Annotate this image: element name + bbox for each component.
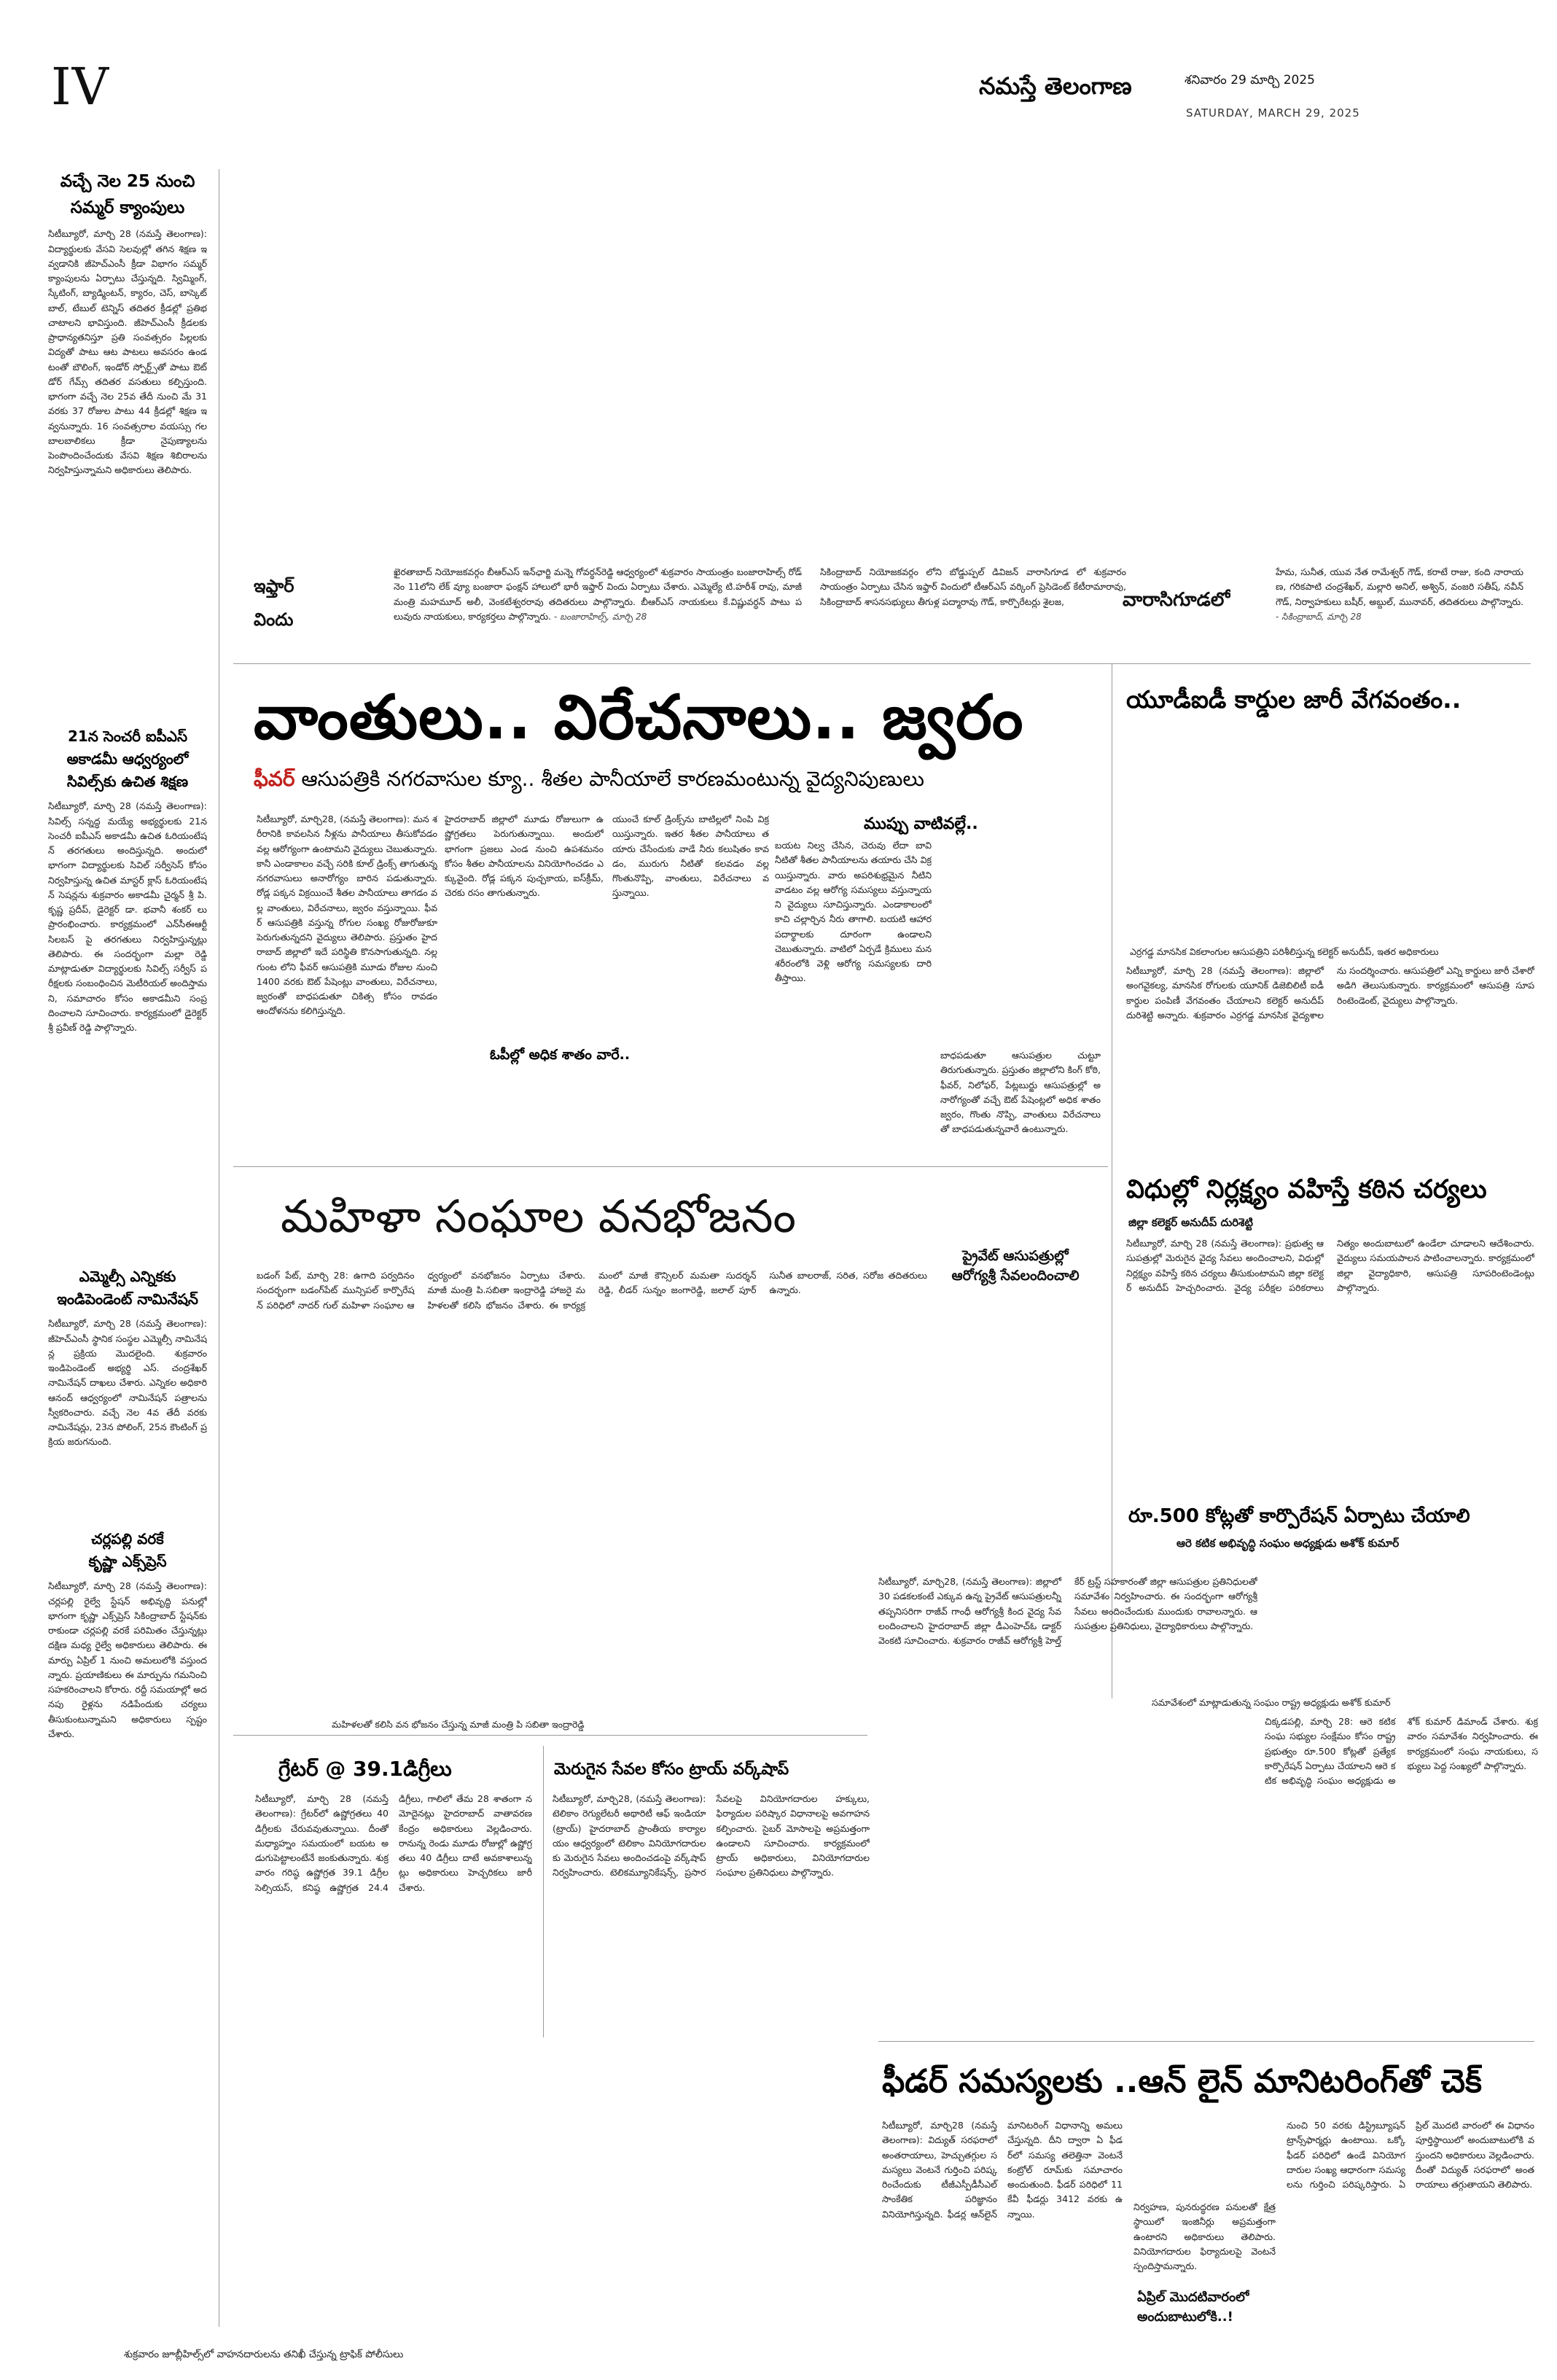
page-number: IV [51, 57, 110, 117]
photo-caption: శుక్రవారం జూబ్లీహిల్స్‌లో వాహనదారులను తనిఖీ చేస్తున్న ట్రాఫిక్ పోలీసులు [124, 2349, 404, 2360]
story-heading: కృష్ణా ఎక్స్‌ప్రెస్ [88, 1553, 167, 1571]
iftar-story-body [1276, 565, 1523, 651]
heading-line: ప్రైవేట్ ఆసుపత్రుల్లో [962, 1248, 1069, 1264]
iftar-location-label: వారాసిగూడలో [1123, 589, 1230, 611]
udid-headline: యూడీఐడీ కార్డుల జారీ వేగవంతం.. [1126, 685, 1462, 714]
masthead: నమస్తే తెలంగాణ [979, 72, 1132, 100]
workshop-story-body: సిటీబ్యూరో, మార్చి28, (నమస్తే తెలంగాణ): టెలికాం రెగ్యులేటరీ అథారిటీ ఆఫ్ ఇండియా (ట్రాయ్) హైదరాబాద్ ప్రాంతీయ కార్యాలయం ఆధ్వర్యంలో టెలికాం వినియోగదారులకు మెరుగైన సేవలు అందించడంపై వర్క్‌షాప్ నిర్వహించారు. టెలికమ్యూనికేషన్స్, ప్రసార సేవలపై వినియోగదారుల హక్కులు, ఫిర్యాదుల పరిష్కార విధానాలపై అవగాహన కల్పించారు. సైబర్ మోసాలపై అప్రమత్తంగా ఉండాలని సూచించారు. కార్యక్రమంలో ట్రాయ్ అధికారులు, వినియోగదారుల సంఘాల ప్రతినిధులు పాల్గొన్నారు. [553, 1793, 870, 1878]
feeder-story-body: నిర్వహణ, పునరుద్ధరణ పనులతో క్షేత్రస్థాయిలో ఇంజినీర్లు అప్రమత్తంగా ఉంటారని అధికారులు తెలిపారు. వినియోగదారుల ఫిర్యాదులపై వెంటనే స్పందిస్తామన్నారు. [1133, 2201, 1276, 2271]
corporation-subhead: ఆరె కటిక అభివృద్ధి సంఘం అధ్యక్షుడు అశోక్ కుమార్ [1176, 1537, 1400, 1550]
corporation-headline: రూ.500 కోట్లతో కార్పొరేషన్ ఏర్పాటు చేయాలి [1128, 1505, 1470, 1527]
picnic-headline: మహిళా సంఘాల వనభోజనం [281, 1190, 796, 1243]
story-heading: 21న సెంచరీ ఐపీఎస్ [67, 727, 188, 746]
story-body: సిటీబ్యూరో, మార్చి 28 (నమస్తే తెలంగాణ): జీహెచ్ఎంసీ స్థానిక సంస్థల ఎమ్మెల్సీ నామినేషన్ల ప్రక్రియ మొదలైంది. శుక్రవారం ఇండిపెండెంట్ అభ్యర్థి ఎస్. చంద్రశేఖర్ నామినేషన్ దాఖలు చేశారు. ఎన్నికల అధికారి ఆనంద్ ఆధ్వర్యంలో నామినేషన్ పత్రాలను స్వీకరించారు. వచ్చే నెల 4వ తేదీ వరకు నామినేషన్లు, 23న పోలింగ్, 25న కౌంటింగ్ ప్రక్రియ జరుగనుంది. [48, 1318, 207, 1448]
main-story-column: యుంచే కూల్ డ్రింక్స్‌ను బాటిల్లలో నింపి విక్రయిస్తున్నారు. ఇతర శీతల పానీయాలు తయారు చేసేందుకు వాడే నీరు కలుషితం కావడం, మురుగు నీటితో కలవడం వల్ల గొంతునొప్పి, వాంతులు, విరేచనాలు వస్తున్నాయి. [612, 814, 769, 899]
temperature-story-body: సిటీబ్యూరో, మార్చి 28 (నమస్తే తెలంగాణ): గ్రేటర్‌లో ఉష్ణోగ్రతలు 40 డిగ్రీలకు చేరువవుతున్నాయి. దీంతో మధ్యాహ్నం సమయంలో బయట అడుగుపెట్టాలంటేనే జంకుతున్నారు. శుక్రవారం గరిష్ఠ ఉష్ణోగ్రత 39.1 డిగ్రీల సెల్సియస్, కనిష్ఠ ఉష్ణోగ్రత 24.4 డిగ్రీలు, గాలిలో తేమ 28 శాతంగా నమోదైనట్లు హైదరాబాద్ వాతావరణ కేంద్రం అధికారులు వెల్లడించారు. రానున్న రెండు మూడు రోజుల్లో ఉష్ణోగ్రతలు 40 డిగ్రీలు దాటే అవకాశాలున్నట్లు అధికారులు హెచ్చరికలు జారీ చేశారు. [255, 1793, 532, 1893]
story-heading: ఎమ్మెల్సీ ఎన్నికకు [79, 1268, 176, 1286]
box-heading: ఓపీల్లో అధిక శాతం వారే.. [490, 1047, 631, 1063]
story-body: సిటీబ్యూరో, మార్చి 28 (నమస్తే తెలంగాణ): చర్లపల్లి రైల్వే స్టేషన్ అభివృద్ధి పనుల్లో భాగంగా కృష్ణా ఎక్స్‌ప్రెస్ సికింద్రాబాద్ స్టేషన్‌కు రాకుండా చర్లపల్లి వరకే పరిమితం చేస్తున్నట్లు దక్షిణ మధ్య రైల్వే అధికారులు తెలిపారు. ఈ మార్పు ఏప్రిల్ 1 నుంచి అమలులోకి వస్తుందన్నారు. ప్రయాణికులు ఈ మార్పును గమనించి సహకరించాలని కోరారు. రద్దీ సమయాల్లో అదనపు రైళ్లను నడిపేందుకు చర్యలు తీసుకుంటున్నామని అధికారులు స్పష్టం చేశారు. [48, 1580, 207, 1739]
date-telugu: శనివారం 29 మార్చి 2025 [1185, 73, 1315, 87]
udid-story-body: సిటీబ్యూరో, మార్చి 28 (నమస్తే తెలంగాణ): జిల్లాలో అంగవైకల్య, మానసిక రోగులకు యూనిక్ డిజెబిలిటీ ఐడీ కార్డుల పంపిణీ వేగవంతం చేయాలని కలెక్టర్ అనుదీప్ దురిశెట్టి అన్నారు. శుక్రవారం ఎర్రగడ్డ మానసిక వైద్యశాలను సందర్శించారు. ఆసుపత్రిలో ఎన్ని కార్డులు జారీ చేశారో అడిగి తెలుసుకున్నారు. కార్యక్రమంలో ఆసుపత్రి సూపరింటెండెంట్, వైద్యులు పాల్గొన్నారు. [1126, 965, 1534, 1021]
section-divider [233, 663, 1531, 664]
private-hospital-body: సిటీబ్యూరో, మార్చి28, (నమస్తే తెలంగాణ): జిల్లాలో 30 పడకలకంటే ఎక్కువ ఉన్న ప్రైవేట్ ఆసుపత్రులన్నీ తప్పనిసరిగా రాజీవ్ గాంధీ ఆరోగ్యశ్రీ కింద వైద్య సేవలందించాలని హైదరాబాద్ జిల్లా డీఎంహెచ్ఓ డాక్టర్ వెంకటి సూచించారు. శుక్రవారం రాజీవ్ ఆరోగ్యశ్రీ హెల్త్ కేర్ ట్రస్ట్ సహకారంతో జిల్లా ఆసుపత్రుల ప్రతినిధులతో సమావేశం నిర్వహించారు. ఈ సందర్భంగా ఆరోగ్యశ్రీ సేవలు అందించేందుకు ముందుకు రావాలన్నారు. ఆసుపత్రుల ప్రతినిధులు, వైద్యాధికారులు పాల్గొన్నారు. [878, 1576, 1257, 1646]
story-body: సిటీబ్యూరో, మార్చి 28 (నమస్తే తెలంగాణ): విద్యార్థులకు వేసవి సెలవుల్లో తగిన శిక్షణ ఇవ్వడానికి జీహెచ్ఎంసీ క్రీడా విభాగం సమ్మర్ క్యాంపులను ఏర్పాటు చేస్తున్నది. స్విమ్మింగ్, స్కేటింగ్, బ్యాడ్మింటన్, క్యారం, చెస్, బాస్కెట్ బాల్, టేబుల్ టెన్నిస్ తదితర క్రీడల్లో ప్రతిభ చాటాలని భావిస్తుంది. జీహెచ్ఎంసీ క్రీడలకు ప్రాధాన్యతనిస్తూ ప్రతి సంవత్సరం పిల్లలకు విద్యతో పాటు ఆట పాటలు అవసరం ఉండటంతో బౌలింగ్, ఇండోర్ స్పోర్ట్స్‌తో పాటు ఔట్ డోర్ గేమ్స్ తదితర వసతులు కల్పిస్తుంది. భాగంగా వచ్చే నెల 25వ తేదీ నుంచి మే 31 వరకు 37 రోజుల పాటు 44 క్రీడల్లో శిక్షణ ఇవ్వనున్నారు. 16 సంవత్సరాల వయస్సు గల బాలబాలికలు క్రీడా నైపుణ్యాలను పెంపొందించేందుకు వేసవి శిక్షణ శిబిరాలను నిర్వహిస్తున్నామని అధికారులు తెలిపారు. [48, 228, 207, 476]
section-divider [233, 1166, 1108, 1167]
iftar-story-body: సికింద్రాబాద్ నియోజకవర్గం లోని బోడ్డుప్పల్ డివిజన్ వారాసిగూడ లో శుక్రవారం సాయంత్రం ఏర్పాటు చేసిన ఇఫ్తార్ విందులో టీఆర్ఎస్ వర్కింగ్ ప్రెసిడెంట్ కేటీరామారావు, సికింద్రాబాద్ శాసనసభ్యులు తీగుళ్ల పద్మారావు గౌడ్, కార్పొరేటర్లు శైలజ, [820, 566, 1126, 607]
heading-line: ఆరోగ్యశ్రీ సేవలందించాలి [951, 1268, 1080, 1284]
workshop-headline: మెరుగైన సేవల కోసం ట్రాయ్ వర్క్‌షాప్ [554, 1760, 789, 1779]
left-column [48, 169, 207, 2188]
main-subheadline [254, 767, 924, 796]
photo-caption: సమావేశంలో మాట్లాడుతున్న సంఘం రాష్ట్ర అధ్యక్షుడు అశోక్ కుమార్ [1152, 1697, 1391, 1708]
iftar-label-line: ఇఫ్తార్ [254, 576, 294, 596]
section-divider [878, 2041, 1534, 2042]
story-heading: వచ్చే నెల 25 నుంచి [60, 172, 195, 191]
iftar-credit: - బంజారాహిల్స్, మార్చి 28 [554, 611, 647, 622]
feeder-story-body: సిటీబ్యూరో, మార్చి28 (నమస్తే తెలంగాణ): విద్యుత్ సరఫరాలో అంతరాయాలు, హెచ్చుతగ్గుల సమస్యలు వెంటనే గుర్తించి పరిష్కరించేందుకు టీజీఎస్పీడీసీఎల్ సాంకేతిక పరిజ్ఞానం వినియోగిస్తున్నది. ఫీడర్ల ఆన్‌లైన్ మానిటరింగ్ విధానాన్ని అమలు చేస్తున్నది. దీని ద్వారా ఏ ఫీడర్‌లో సమస్య తలెత్తినా వెంటనే కంట్రోల్ రూమ్‌కు సమాచారం అందుతుంది. ఫీడర్ పరిధిలో 11కేవీ ఫీడర్లు 3412 వరకు ఉన్నాయి. [882, 2120, 1123, 2220]
private-hospital-heading [932, 1248, 1099, 1287]
iftar-label-line: విందు [254, 609, 294, 630]
story-heading: ఇండిపెండెంట్ నామినేషన్ [57, 1290, 198, 1308]
iftar-body-text: ఖైరతాబాద్ నియోజకవర్గం బీఆర్ఎస్ ఇన్‌ఛార్జి మన్నె గోవర్ధన్‌రెడ్డి ఆధ్వర్యంలో శుక్రవారం సాయంత్రం బంజారాహిల్స్ రోడ్ నెం 11లోని లేక్ వ్యూ బంజారా ఫంక్షన్ హాలులో భారీ ఇఫ్తార్ విందు ఏర్పాటు చేశారు. ఎమ్మెల్యే టి.హరీశ్ రావు, మాజీ మంత్రి మహమూద్ అలీ, వెంకటేశ్వరరావు తదితరులు పాల్గొన్నారు. బీఆర్ఎస్ నాయకులు కే.విష్ణువర్ధన్ పాటు పలువురు నాయకులు, కార్యకర్తలు పాల్గొన్నారు. [394, 566, 802, 622]
main-story-column: బాధపడుతూ ఆసుపత్రుల చుట్టూ తిరుగుతున్నారు. ప్రస్తుతం జిల్లాలోని కింగ్ కోఠి, ఫీవర్, నిలోఫర్, పేట్లబుర్జు ఆసుపత్రుల్లో అనారోగ్యంతో వచ్చే ఔట్ పేషెంట్లలో అధిక శాతం జ్వరం, గొంతు నొప్పి, వాంతులు విరేచనాలు తో బాధపడుతున్నవారే ఉంటున్నారు. [940, 1050, 1101, 1135]
main-story-column: సిటీబ్యూరో, మార్చి28, (నమస్తే తెలంగాణ): మన శరీరానికి కావలసిన నీళ్లను పానీయాలు తీసుకోవడం వల్ల ఆరోగ్యంగా ఉంటామని వైద్యులు చెబుతున్నారు. కానీ ఎండాకాలం వచ్చే సరికి కూల్ డ్రింక్స్ తాగుతున్న నగరవాసులు అనారోగ్యం బారిన పడుతున్నారు. రోడ్ల పక్కన విక్రయించే శీతల పానీయాలు తాగడం వల్ల వాంతులు, విరేచనాలు, జ్వరం వస్తున్నాయి. ఫీవర్ ఆసుపత్రికి వస్తున్న రోగుల సంఖ్య రోజురోజుకూ పెరుగుతున్నదని వైద్యులు తెలిపారు. ప్రస్తుతం హైదరాబాద్ జిల్లాలో ఇదే పరిస్థితి కొనసాగుతున్నది. నల్లగుంట లోని ఫీవర్ ఆసుపత్రికి మూడు రోజుల నుంచి 1400 వరకు ఔట్ పేషెంట్లు వాంతులు, విరేచనాలు, జ్వరంతో బాధపడుతూ చికిత్స కోసం రావడం ఆందోళనను కలిగిస్తున్నది. [257, 814, 437, 1017]
heading-line: ఏప్రిల్ మొదటివారంలో [1137, 2290, 1249, 2305]
iftar-label [254, 570, 356, 636]
main-story-text: హైదరాబాద్ జిల్లాలో మూడు రోజులుగా ఉష్ణోగ్రతలు పెరుగుతున్నాయి. అందులో భాగంగా ప్రజలు ఎండ నుంచి ఉపశమనం కోసం శీతల పానీయాలను వినియోగించడం ఎక్కువైంది. రోడ్ల పక్కన పుచ్చకాయ, ఐస్‌క్రీమ్, చెరకు రసం తాగుతున్నారు. [445, 814, 604, 899]
subheadline-highlight: ఫీవర్ [254, 767, 295, 791]
story-heading: సివిల్స్‌కు ఉచిత శిక్షణ [66, 773, 189, 791]
photo-caption: ఎర్రగడ్డ మానసిక వికలాంగుల ఆసుపత్రిని పరిశీలిస్తున్న కలెక్టర్ అనుదీప్, ఇతర అధికారులు [1130, 946, 1439, 957]
story-heading: చర్లపల్లి వరకే [91, 1530, 164, 1548]
negligence-headline: విధుల్లో నిర్లక్ష్యం వహిస్తే కఠిన చర్యలు [1126, 1175, 1487, 1204]
column-divider [543, 1746, 544, 2037]
main-headline: వాంతులు.. విరేచనాలు.. జ్వరం [254, 682, 1024, 753]
main-story-column: బయట నిల్వ చేసిన, చెరువు లేదా బావి నీటితో శీతల పానీయాలను తయారు చేసి విక్రయిస్తున్నారు. వారు అపరిశుభ్రమైన నీటిని వాడటం వల్ల ఆరోగ్య సమస్యలు వస్తున్నాయని వైద్యులు సూచిస్తున్నారు. ఎండాకాలంలో కాచి చల్లార్చిన నీరు తాగాలి. బయటి ఆహార పదార్థాలకు దూరంగా ఉండాలని చెబుతున్నారు. వాటిలో ఏర్పడే క్రిములు మన శరీరంలోకి వెళ్లి ఆరోగ్య సమస్యలకు దారి తీస్తాయి. [775, 840, 932, 984]
corner-heading: ముప్పు వాటివల్లే.. [864, 815, 978, 833]
iftar-story-body [394, 565, 802, 651]
feeder-box-heading [1137, 2287, 1249, 2327]
heading-line: అందుబాటులోకి..! [1137, 2309, 1233, 2325]
subheadline-text: ఆసుపత్రికి నగరవాసుల క్యూ.. శీతల పానీయాలే కారణమంటున్న వైద్యనిపుణులు [301, 767, 924, 791]
corporation-story-body: చిక్కడపల్లి, మార్చి 28: ఆరె కటిక సంఘ సభ్యుల సంక్షేమం కోసం రాష్ట్ర ప్రభుత్వం రూ.500 కోట్లతో ప్రత్యేక కార్పొరేషన్ ఏర్పాటు చేయాలని ఆరె కటిక అభివృద్ధి సంఘం అధ్యక్షుడు అశోక్ కుమార్ డిమాండ్ చేశారు. శుక్రవారం సమావేశం నిర్వహించారు. ఈ కార్యక్రమంలో సంఘ నాయకులు, సభ్యులు పెద్ద సంఖ్యలో పాల్గొన్నారు. [1265, 1716, 1538, 1786]
feeder-story-body: నుంచి 50 వరకు డిస్ట్రిబ్యూషన్ ట్రాన్స్‌ఫార్మర్లు ఉంటాయి. ఒక్కో ఫీడర్ పరిధిలో ఉండే వినియోగదారుల సంఖ్య ఆధారంగా సమస్యలను గుర్తించి పరిష్కరిస్తారు. ఏప్రిల్ మొదటి వారంలో ఈ విధానం పూర్తిస్థాయిలో అందుబాటులోకి వస్తుందని అధికారులు వెల్లడించారు. దీంతో విద్యుత్ సరఫరాలో అంతరాయాలు తగ్గుతాయని తెలిపారు. [1287, 2120, 1534, 2190]
iftar-body-text: హేమ, సునీత, యువ నేత రామేశ్వర్ గౌడ్, కరాటే రాజు, కంది నారాయణ, గరికపాటి చంద్రశేఖర్, మల్లారి అనిల్, అశ్విన్, వంజరి సతీష్, నవీన్ గౌడ్, నిర్వాహకులు బషీర్, అబ్దుల్, మునావర్, తదితరులు పాల్గొన్నారు. [1276, 566, 1523, 607]
story-heading: అకాడమీ ఆధ్వర్యంలో [66, 750, 189, 768]
negligence-story-body: సిటీబ్యూరో, మార్చి 28 (నమస్తే తెలంగాణ): ప్రభుత్వ ఆసుపత్రుల్లో మెరుగైన వైద్య సేవలు అందించాలని, విధుల్లో నిర్లక్ష్యం వహిస్తే కఠిన చర్యలు తీసుకుంటామని జిల్లా కలెక్టర్ అనుదీప్ హెచ్చరించారు. వైద్య పరీక్షల పరికరాలు నిత్యం అందుబాటులో ఉండేలా చూడాలని ఆదేశించారు. వైద్యులు సమయపాలన పాటించాలన్నారు. కార్యక్రమంలో జిల్లా వైద్యాధికారి, ఆసుపత్రి సూపరింటెండెంట్లు పాల్గొన్నారు. [1126, 1238, 1534, 1293]
feeder-headline: ఫీడర్ సమస్యలకు ..ఆన్ లైన్ మానిటరింగ్‌తో చెక్ [882, 2063, 1482, 2100]
temperature-headline: గ్రేటర్ @ 39.1డిగ్రీలు [278, 1757, 452, 1781]
story-heading: సమ్మర్ క్యాంపులు [70, 198, 185, 217]
section-divider [233, 1735, 867, 1736]
date-english: SATURDAY, MARCH 29, 2025 [1186, 106, 1360, 120]
picnic-story-body: బడంగ్ పేట్, మార్చి 28: ఉగాది పర్వదినం సందర్భంగా బడంగ్‌పేట్ మున్సిపల్ కార్పొరేషన్ పరిధిలో నాదర్ గుల్ మహిళా సంఘాల ఆధ్వర్యంలో వనభోజనం ఏర్పాటు చేశారు. మాజీ మంత్రి పి.సబితా ఇంద్రారెడ్డి హాజరై మహిళలతో కలిసి భోజనం చేశారు. ఈ కార్యక్రమంలో మాజీ కౌన్సిలర్ మమతా సుదర్శన్ రెడ్డి, లీడర్ సున్నం జంగారెడ్డి, జలాల్ పూర్ సునీత బాలరాజ్, సరిత, సరోజ తదితరులు ఉన్నారు. [257, 1270, 927, 1311]
negligence-subhead: జిల్లా కలెక్టర్ అనుదీప్ దురిశెట్టి [1128, 1216, 1254, 1229]
photo-caption: మహిళలతో కలిసి వన భోజనం చేస్తున్న మాజీ మంత్రి పి సబితా ఇంద్రారెడ్డి [332, 1719, 585, 1730]
story-body: సిటీబ్యూరో, మార్చి 28 (నమస్తే తెలంగాణ): సివిల్స్ సన్నద్ధ మయ్యే అభ్యర్థులకు 21న సెంచరీ ఐపీఎస్ అకాడమీ ఉచిత ఓరియంటేషన్ తరగతులు అందిస్తున్నది. అందులో భాగంగా విద్యార్థులకు సివిల్ సర్వీసెస్ కోసం నిర్వహిస్తున్న ఉచిత మాస్టర్ క్లాస్ ఓరియంటేషన్ సెషన్లను శుక్రవారం అకాడమీ చైర్మన్ శ్రీ పి. కృష్ణ ప్రదీప్, డైరెక్టర్ డా. భవానీ శంకర్ లు ప్రారంభించారు. కార్యక్రమంలో ఎన్‌సీఈఆర్టీ సిలబస్ పై తరగతులు నిర్వహిస్తున్నట్లు తెలిపారు. ఈ సందర్భంగా మల్లా రెడ్డి మాట్లాడుతూ విద్యార్థులకు సివిల్స్ సర్వీస్ పరీక్షలకు సంబంధించిన మెటీరియల్ అందిస్తామని, సమాచారం కోసం అకాడమీని సంప్రదించాలని సూచించారు. కార్యక్రమంలో డైరెక్టర్ శ్రీ ప్రవీణ్ రెడ్డి పాల్గొన్నారు. [48, 800, 207, 1034]
iftar-credit: - సికింద్రాబాద్, మార్చి 28 [1276, 611, 1362, 622]
